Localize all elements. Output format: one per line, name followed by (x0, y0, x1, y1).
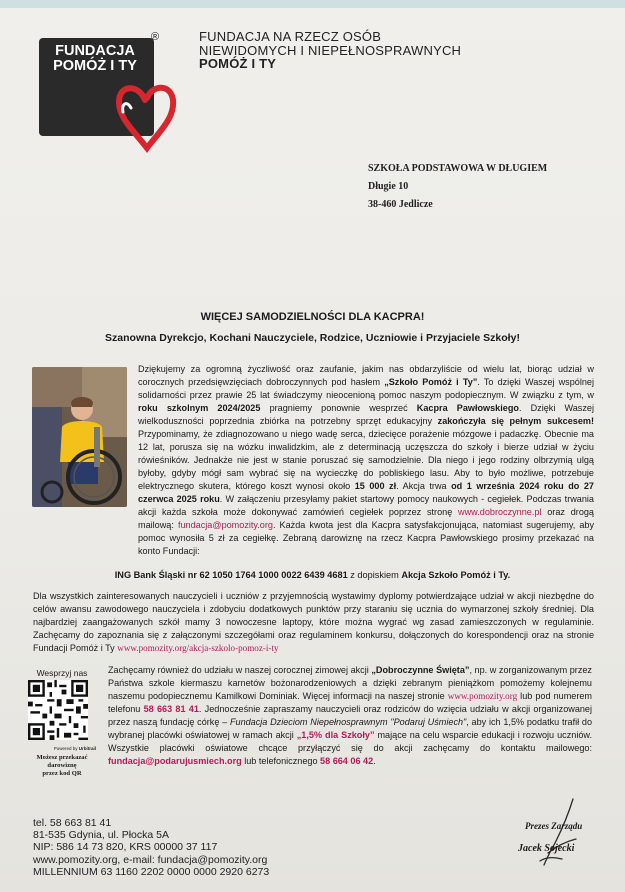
signature-scribble (518, 795, 588, 875)
p3-campaign: „Dobroczynne Święta” (371, 665, 470, 675)
qr-caption (28, 754, 96, 778)
logo-line-1: FUNDACJA (55, 43, 135, 59)
paragraph-2 (33, 590, 594, 655)
registered-mark: ® (151, 31, 160, 43)
p1-campaign-name: „Szkoło Pomóż i Ty” (384, 377, 478, 387)
p1-child-name: Kacpra Pawłowskiego (416, 403, 519, 413)
pomozity-link[interactable]: www.pomozity.org (447, 691, 518, 701)
p3-text-a: Zachęcamy również do udziału w naszej corocznej zimowej akcji (108, 665, 372, 675)
logo-line-2: POMÓŻ I TY (53, 58, 137, 74)
heart-icon (113, 78, 179, 156)
p3-text-c: , np. w zorganizowanym przez Państwa szkole kiermaszu karnetów bożonarodzeniowych a dzięki zebranym pieniążkom pomożemy kolejnemu naszemu podopiecznemu Kamilkowi Dominiak. Więcej informacji na naszej stronie (108, 665, 592, 701)
fundacja-email-link[interactable]: fundacja@pomozity.org (177, 520, 273, 530)
qr-powered (28, 746, 96, 751)
qr-caption-2: darowiznę (47, 762, 77, 769)
logo-text (45, 44, 145, 74)
p2-text: Dla wszystkich zainteresowanych nauczycieli i uczniów z przyjemnością wystawimy dyplomy potwierdzające udział w akcji niezbędne do celów awansu zawodowego nauczyciela i zdobyciu dodatkowych punktów przy staraniu się ucznia do wymarzonej szkoły średniej. Dla najbardziej zaangażowanych szkół mamy 3 nowoczesne laptopy, które można wygrać wg zasad zamieszczonych w regulaminie. Zachęcamy do zapoznania się z załączonymi szczegółami oraz regulaminem konkursu, dołączonych do korespondencji oraz na stronie Fundacji Pomóż i Ty (33, 591, 594, 653)
letter-title: WIĘCEJ SAMODZIELNOŚCI DLA KACPRA! (200, 311, 425, 323)
recipient-name: SZKOŁA PODSTAWOWA W DŁUGIEM (368, 163, 548, 174)
paragraph-1a (138, 363, 594, 558)
org-line-2: NIEWIDOMYCH I NIEPEŁNOSPRAWNYCH (199, 42, 462, 58)
p3-text-g: . Jednocześnie zapraszamy nauczycieli oraz rodziców do wzięcia udziału w akcji organizowanej przez naszą fundację córkę – (108, 704, 593, 727)
p1-school-year: roku szkolnym 2024/2025 (138, 403, 261, 413)
qr-heading: Wesprzyj nas (36, 668, 88, 678)
signature-name: Jacek Sojecki (518, 843, 575, 854)
recipient-city: 38-460 Jedlicze (368, 199, 433, 210)
p1-success: zakończyła się pełnym sukcesem! (437, 416, 594, 426)
p3-phone[interactable]: 58 663 81 41 (143, 704, 199, 714)
footer-ids: NIP: 586 14 73 820, KRS 00000 37 117 (33, 841, 218, 854)
p3-text-i: , aby ich 1,5% podatku trafił do wybranej placówki oświatowej w ramach akcji (108, 717, 592, 740)
bank-note: Akcja Szkoło Pomóż i Ty. (401, 570, 511, 580)
p1-dates: od 1 września 2024 roku do 27 czerwca 2025 roku (138, 481, 594, 504)
bank-text: z dopiskiem (347, 570, 402, 580)
paragraph-3 (108, 664, 592, 768)
p1-text-q: . Każda kwota jest dla Kacpra satysfakcjonująca, natomiast sugerujemy, aby pomoc wynosiła 5 zł za cegiełkę. Zebraną darowiznę na rzecz Kacpra Pawłowskiego prosimy przekazać na konto Fundacji: (138, 520, 594, 556)
qr-powered-brand: Urbitrail (78, 746, 96, 751)
footer-web: www.pomozity.org, e-mail: fundacja@pomozity.org (33, 853, 268, 866)
p1-text-g: . Dzięki Waszej wielkoduszności poprzednia zbiórka na potrzebny sprzęt edukacyjny (138, 403, 594, 426)
footer-contact (33, 817, 269, 878)
p1-text-i: Przypominamy, że zdiagnozowano u niego wadę serca, dziecięce porażenie mózgowe i padaczkę. Obecnie ma 12 lat, porusza się na wózku inwalidzkim, ale z determinacją uczęszcza do szkoły i bierze udział w życiu rówieśników. Jednakże nie jest w stanie poruszać się samodzielnie. Dla niego i jego rodziny olbrzymią ulgą byłoby, gdyby mógł sam wybrać się na wycieczkę do pobliskiego lasu. Aby to było możliwe, potrzebuje elektrycznego skutera, którego koszt wynosi około (138, 429, 594, 491)
footer-phone: tel. 58 663 81 41 (33, 817, 112, 829)
p1-text-a: Dziękujemy za ogromną życzliwość oraz zaufanie, jakim nas obdarzyliście od wielu lat, biorąc udział w corocznych przedsięwzięciach dobroczynnych pod hasłem (138, 364, 594, 387)
letter-greeting: Szanowna Dyrekcjo, Kochani Nauczyciele, Rodzice, Uczniowie i Przyjaciele Szkoły! (105, 332, 520, 344)
p3-daughter-foundation: Fundacja Dzieciom Niepełnosprawnym "Podaruj Uśmiech" (229, 717, 467, 727)
qr-code[interactable] (28, 680, 88, 740)
child-photo (32, 367, 127, 507)
recipient-street: Długie 10 (368, 181, 409, 192)
p1-text-m: . W załączeniu przesyłamy pakiet startowy pomocy naukowych - cegiełek. Podczas trwania akcji każda szkoła może dokonywać zamówień cegiełek poprzez stronę (138, 494, 594, 517)
podaruj-email-link[interactable]: fundacja@podarujusmiech.org (108, 756, 242, 766)
org-line-3: POMÓŻ I TY (199, 56, 277, 71)
footer-address: 81-535 Gdynia, ul. Płocka 5A (33, 829, 169, 842)
p1-text-k: . Akcja trwa (396, 481, 452, 491)
p1-text-e: pragniemy ponownie wesprzeć (260, 403, 417, 413)
qr-caption-3: przez kod QR (42, 770, 82, 777)
org-line-1: FUNDACJA NA RZECZ OSÓB (199, 29, 382, 44)
p3-tax-campaign: „1,5% dla Szkoły” (296, 730, 375, 740)
qr-caption-1: Możesz przekazać (36, 754, 88, 761)
p3-text-m: lub telefonicznego (241, 756, 321, 766)
p3-text-o: . (373, 756, 376, 766)
dobroczynne-link[interactable]: www.dobroczynne.pl (458, 507, 542, 517)
p3-text-k: mające na celu wsparcie edukacji i rozwoju uczniów. Wszystkie placówki oświatowe chcące przyłączyć się do akcji zachęcamy do kontaktu mailowego: (108, 730, 592, 753)
bank-account (0, 570, 625, 580)
p1-text-c: . To dzięki Waszej wspólnej solidarności przez prawie 25 lat świadczymy nieocenioną pomoc naszym podopiecznym. W związku z tym, w (138, 377, 594, 400)
recipient-address (368, 160, 547, 214)
bank-number: ING Bank Śląski nr 62 1050 1764 1000 0022 6439 4681 (114, 570, 348, 580)
qr-block (28, 668, 96, 778)
p3-text-e: lub pod numerem telefonu (108, 691, 592, 714)
akcja-link[interactable]: www.pomozity.org/akcja-szkolo-pomoz-i-ty (117, 643, 279, 653)
p1-amount: 15 000 zł (354, 481, 397, 491)
qr-powered-text: Powered by (53, 746, 79, 751)
p1-text-o: oraz drogą mailową: (138, 507, 594, 530)
p3-phone-2[interactable]: 58 664 06 42 (320, 756, 374, 766)
organization-name (199, 30, 461, 71)
footer-bank: MILLENNIUM 63 1160 2202 0000 0000 2920 6273 (33, 865, 270, 878)
top-edge (0, 0, 625, 8)
signature-role: Prezes Zarządu (525, 821, 583, 831)
